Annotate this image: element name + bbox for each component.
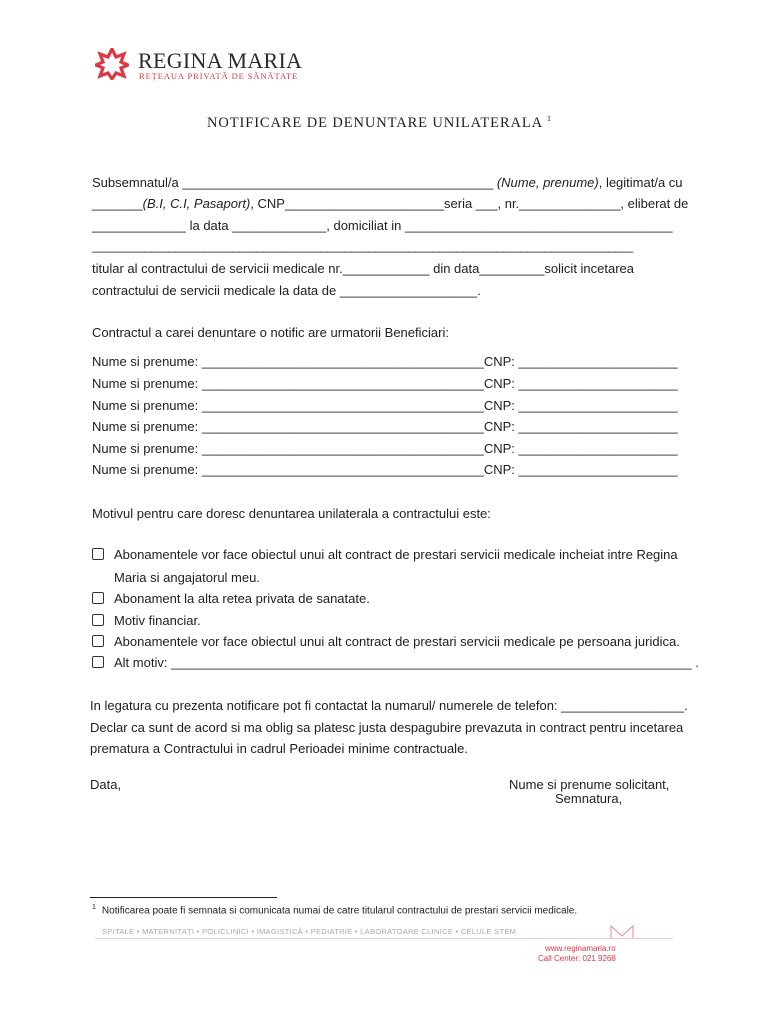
brand-m-mark-icon (610, 925, 634, 939)
signature-label: Semnatura, (555, 791, 623, 806)
reason-label-employer-contract: Abonamentele vor face obiectul unui alt contract de prestari servicii medicale incheiat intre Regina (114, 547, 678, 562)
intro-line-4: ____________________________________________________________________________________________ (92, 239, 633, 253)
call-center: Call Center: 021 9268 (538, 954, 616, 963)
contact-line-2: Declar ca sunt de acord si ma oblig sa platesc justa despagubire prevazuta in contract pentru incetarea (90, 720, 684, 735)
beneficiary-row: Nume si prenume: _______________________________________CNP: ______________________ (92, 398, 678, 413)
reason-label-other: Alt motiv: ________________________________________________________________________ . (114, 655, 699, 670)
reason-checkbox-other[interactable] (92, 656, 104, 668)
brand-name: REGINA MARIA (138, 48, 303, 73)
reason-label-other-network: Abonament la alta retea privata de sanatate. (114, 591, 370, 606)
intro-line-2: _______(B.I, C.I, Pasaport), CNP______________________seria ___, nr.______________, eliberat de (92, 196, 689, 211)
regina-maria-cross-logo-icon (95, 48, 129, 80)
reason-checkbox-employer-contract[interactable] (92, 548, 104, 560)
reason-checkbox-financial[interactable] (92, 614, 104, 626)
beneficiary-row: Nume si prenume: _______________________________________CNP: ______________________ (92, 441, 678, 456)
beneficiary-row: Nume si prenume: _______________________________________CNP: ______________________ (92, 462, 678, 477)
title-footnote-mark: 1 (547, 114, 552, 123)
beneficiaries-heading: Contractul a carei denuntare o notific are urmatorii Beneficiari: (92, 325, 449, 340)
intro-line-1: Subsemnatul/a ___________________________________________ (Nume, prenume), legitimat/a cu (92, 175, 683, 190)
reason-label-legal-entity: Abonamentele vor face obiectul unui alt contract de prestari servicii medicale pe persoana juridica. (114, 634, 680, 649)
contact-line-3: prematura a Contractului in cadrul Perioadei minime contractuale. (90, 741, 468, 756)
footnote-separator (90, 897, 277, 898)
intro-line-6: contractului de servicii medicale la data de ___________________. (92, 283, 481, 298)
reason-checkbox-other-network[interactable] (92, 592, 104, 604)
reason-label-financial: Motiv financiar. (114, 613, 201, 628)
footer-divisions: SPITALE • MATERNITAȚI • POLICLINICI • IMAGISTICĂ • PEDIATRIE • LABORATOARE CLINICE • CELULE STEM (102, 927, 517, 936)
intro-line-5: titular al contractului de servicii medicale nr.____________ din data_________solicit incetarea (92, 261, 635, 276)
contact-line-1: In legatura cu prezenta notificare pot fi contactat la numarul/ numerele de telefon: _________________. (90, 698, 688, 713)
footer-rule (95, 938, 673, 939)
website-link[interactable]: www.reginamaria.ro (545, 944, 616, 953)
document-title: NOTIFICARE DE DENUNTARE UNILATERALA $^1$ (207, 114, 552, 131)
footnote-mark: 1 (92, 904, 96, 911)
applicant-name-label: Nume si prenume solicitant, (509, 777, 670, 792)
footnote: $^1$ Notificarea poate fi semnata si comunicata numai de catre titularul contractului de prestari servicii medicale. (92, 904, 578, 917)
reason-label-employer-contract-cont: Maria si angajatorul meu. (114, 570, 260, 585)
beneficiary-row: Nume si prenume: _______________________________________CNP: ______________________ (92, 354, 678, 369)
reason-checkbox-legal-entity[interactable] (92, 635, 104, 647)
date-label: Data, (90, 777, 122, 792)
reasons-heading: Motivul pentru care doresc denuntarea unilaterala a contractului este: (92, 506, 491, 521)
beneficiary-row: Nume si prenume: _______________________________________CNP: ______________________ (92, 376, 678, 391)
intro-line-3: _____________ la data _____________, domiciliat in _____________________________________ (92, 218, 673, 233)
beneficiary-row: Nume si prenume: _______________________________________CNP: ______________________ (92, 419, 678, 434)
brand-tagline: REȚEAUA PRIVATĂ DE SĂNĂTATE (139, 71, 299, 81)
